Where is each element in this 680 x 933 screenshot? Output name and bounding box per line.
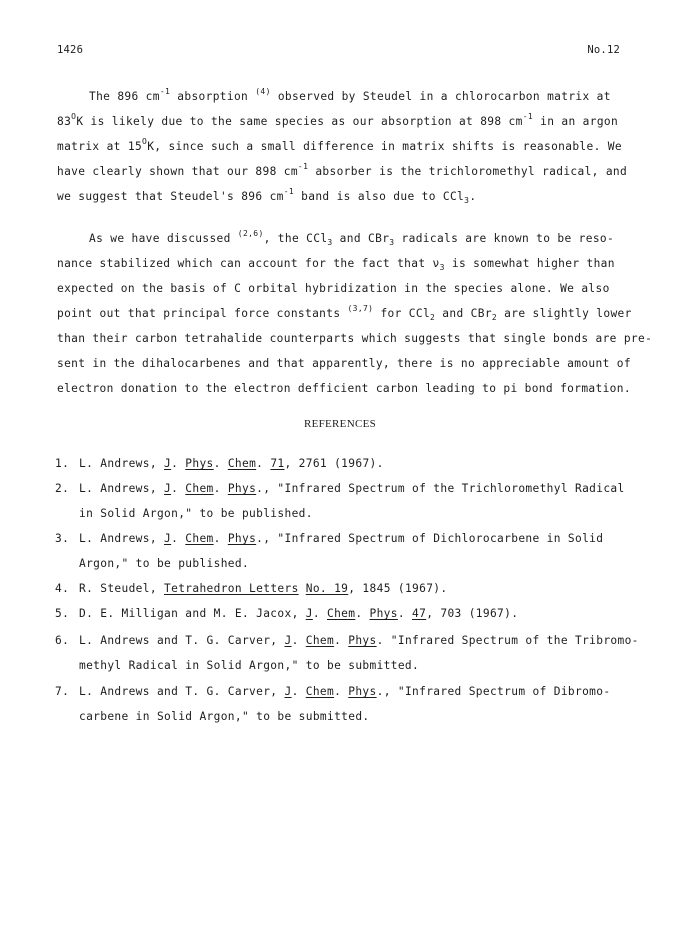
paragraph-line: have clearly shown that our 898 $cm^{-1}$ absorber is the trichloromethyl radical, and bbox=[57, 162, 628, 178]
paragraph-line: point out that principal force constants $^{(3,7)}$ for CCl$_2$ and CBr$_2$ are slightly lower bbox=[57, 304, 632, 322]
reference-number: 6. bbox=[55, 634, 70, 647]
reference-number: 5. bbox=[55, 607, 70, 620]
page-number: 1426 bbox=[57, 44, 84, 56]
paragraph-line: As we have discussed $^{(2,6)}$, the CCl$_3$ and CBr$_3$ radicals are known to be reso- bbox=[89, 229, 615, 247]
reference-number: 1. bbox=[55, 457, 70, 470]
references-heading: REFERENCES bbox=[303, 418, 377, 430]
paragraph-line: matrix at $15^OK$, since such a small difference in matrix shifts is reasonable. We bbox=[57, 137, 622, 153]
paragraph-line: expected on the basis of C orbital hybridization in the species alone. We also bbox=[57, 282, 610, 295]
paragraph-line: nance stabilized which can account for the fact that $\nu_3$ is somewhat higher than bbox=[57, 257, 615, 272]
paragraph-line: we suggest that Steudel's 896 $cm^{-1}$ band is also due to CCl$_3$. bbox=[57, 187, 477, 205]
paragraph-line: sent in the dihalocarbenes and that apparently, there is no appreciable amount of bbox=[57, 357, 631, 370]
paragraph-line: than their carbon tetrahalide counterparts which suggests that single bonds are pre- bbox=[57, 332, 653, 345]
paragraph-line: The 896 $cm^{-1}$ absorption $^{(4)}$ observed by Steudel in a chlorocarbon matrix at bbox=[89, 87, 611, 103]
journal-issue: No.12 bbox=[587, 44, 620, 56]
reference-number: 3. bbox=[55, 532, 70, 545]
paragraph-line: electron donation to the electron defficient carbon leading to pi bond formation. bbox=[57, 382, 631, 395]
reference-number: 4. bbox=[55, 582, 70, 595]
paragraph-line: $83^OK$ is likely due to the same species as our absorption at 898 $cm^{-1}$ in an argon bbox=[57, 112, 619, 128]
reference-number: 2. bbox=[55, 482, 70, 495]
reference-number: 7. bbox=[55, 685, 70, 698]
paper-page: 1426 No.12 The 896 $cm^{-1}$ absorption $^{(4)}$ observed by Steudel in a chlorocarbon matrix at $83^OK$ is likely due to the same species as our absorption at 898 $cm^{-1}$ in an argon matrix at $15^OK$, since such a small difference in matrix shifts is reasonable. We have clearly shown that our 898 $cm^{-1}$ absorber is the trichloromethyl radical, and we suggest that Steudel's 896 $cm^{-1}$ band is also due to CCl$_3$. As we have discussed $^{(2,6)}$, the CCl$_3$ and CBr$_3$ radicals are known to be reso- nance stabilized which can account for the fact that $\nu_3$ is somewhat higher than expected on the basis of C orbital hybridization in the species alone. We also point out that principal force constants $^{(3,7)}$ for CCl$_2$ and CBr$_2$ are slightly lower than their carbon tetrahalide counterparts which suggests that single bonds are pre- sent in the dihalocarbenes and that apparently, there is no appreciable amount of electron donation to the electron defficient carbon leading to pi bond formation. REFERENCES 1. L. Andrews, J. Phys. Chem. 71, 2761 (1967). 2. L. Andrews, J. Chem. Phys., "Infrared Spectrum of the Trichloromethyl Radical in Solid Argon," to be published. 3. L. Andrews, J. Chem. Phys., "Infrared Spectrum of Dichlorocarbene in Solid Argon," to be published. 4. R. Steudel, Tetrahedron Letters No. 19, 1845 (1967). 5. D. E. Milligan and M. E. Jacox, J. Chem. Phys. 47, 703 (1967). 6. L. Andrews and T. G. Carver, J. Chem. Phys. "Infrared Spectrum of the Tribromo- methyl Radical in Solid Argon," to be submitted. 7. L. Andrews and T. G. Carver, J. Chem. Phys., "Infrared Spectrum of Dibromo- carbene in Solid Argon," to be submitted. bbox=[0, 0, 680, 933]
